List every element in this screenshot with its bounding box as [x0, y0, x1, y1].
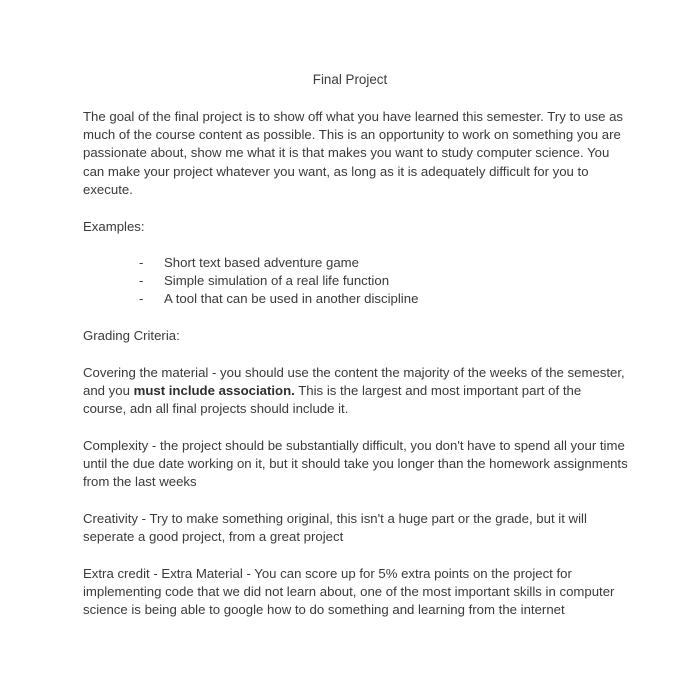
intro-paragraph: The goal of the final project is to show off what you have learned this semester. Try to use as much of the course content as possible. This is an opportunity to work on something you are passionate about, show me what it is that makes you want to study computer science. You can make your project whatever you want, as long as it is adequately difficult for you to execute.: [83, 109, 624, 197]
complexity-paragraph: Complexity - the project should be substantially difficult, you don't have to spend all your time until the due date working on it, but it should take you longer than the homework assignments from the last weeks: [83, 438, 628, 490]
examples-heading: Examples:: [83, 219, 145, 234]
extra-credit-paragraph: Extra credit - Extra Material - You can score up for 5% extra points on the project for implementing code that we did not learn about, one of the most important skills in computer science is being able to google how to do something and learning from the internet: [83, 566, 615, 618]
covering-emphasis: must include association.: [133, 383, 295, 399]
list-item-text: A tool that can be used in another discipline: [164, 291, 419, 307]
covering-text-end: This is the largest and most important part of the course, adn all final projects should include it.: [83, 383, 582, 417]
grading-heading: Grading Criteria:: [83, 328, 180, 343]
creativity-paragraph: Creativity - Try to make something original, this isn't a huge part or the grade, but it will seperate a good project, from a great project: [83, 511, 587, 545]
examples-list: [139, 254, 418, 309]
covering-text-start: Covering the material - you should use the content the majority of the weeks of the semester, and you: [83, 365, 625, 399]
bullet-dash: -: [139, 255, 144, 270]
list-item-text: Short text based adventure game: [164, 255, 360, 270]
list-item-text: Simple simulation of a real life function: [164, 273, 390, 289]
bullet-dash: -: [139, 291, 144, 307]
document-title: Final Project: [312, 72, 388, 87]
bullet-dash: -: [139, 273, 144, 289]
list-item: [139, 290, 418, 308]
list-item: [139, 254, 418, 272]
list-item: [139, 272, 418, 290]
covering-paragraph: [83, 364, 628, 419]
